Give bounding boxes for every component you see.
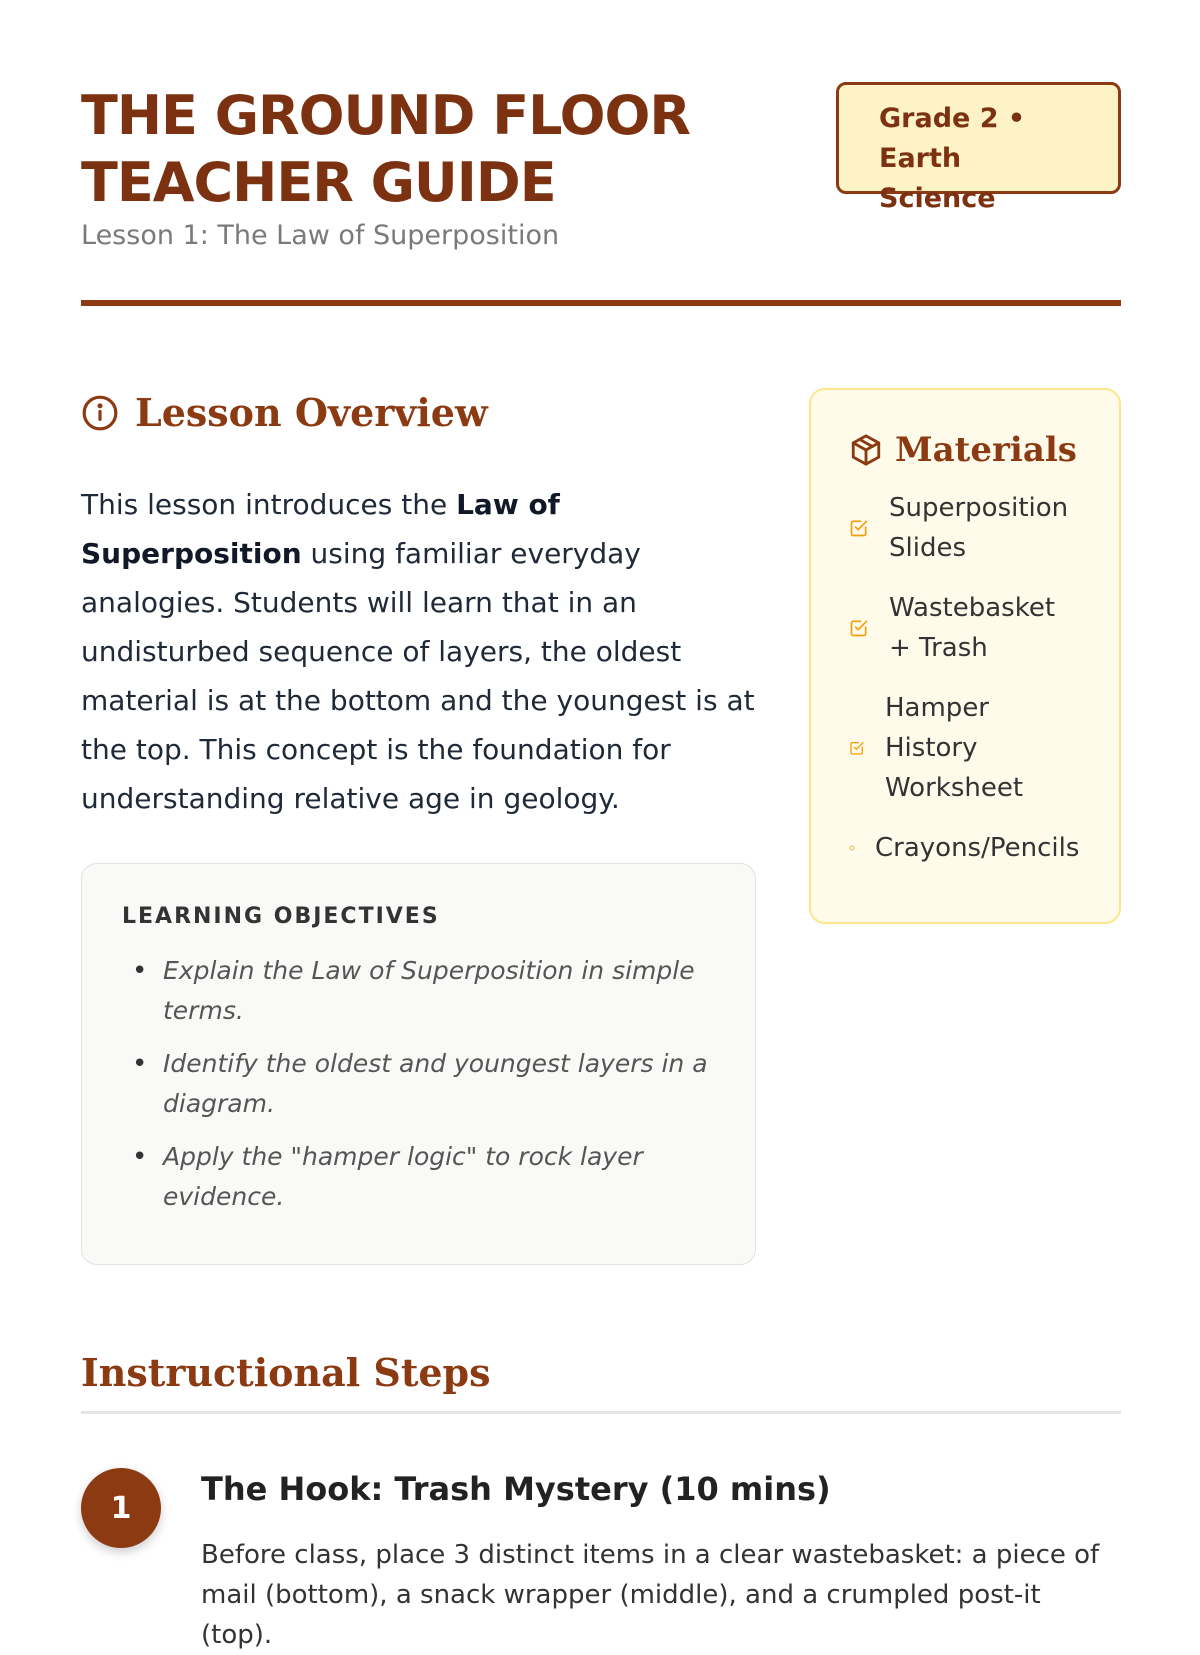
checkbox-icon [849, 845, 855, 851]
material-label: Superposition Slides [889, 493, 1069, 563]
overview-text-end: using familiar everyday analogies. Students will learn that in an undisturbed sequence of layers, the oldest material is at the bottom and the youngest is at the top. This concept is the foundation for understanding relative age in geology. [81, 537, 755, 815]
step-title: The Hook: Trash Mystery (10 mins) [201, 1470, 831, 1508]
material-item [849, 828, 1081, 868]
material-item [849, 588, 1081, 668]
package-icon [849, 433, 883, 467]
objectives-list [122, 951, 715, 1217]
material-label: Hamper History Worksheet [885, 693, 1024, 803]
lesson-subtitle: Lesson 1: The Law of Superposition [81, 220, 560, 251]
step-description: Before class, place 3 distinct items in a clear wastebasket: a piece of mail (bottom), a snack wrapper (middle), and a crumpled post-it (top). [201, 1540, 1100, 1650]
overview-text-start: This lesson introduces the [81, 488, 457, 521]
page-title: THE GROUND FLOOR TEACHER GUIDE [81, 84, 690, 214]
header-divider [81, 300, 1121, 306]
step-number-badge: 1 [81, 1468, 161, 1548]
objective-item: • Apply the "hamper logic" to rock layer evidence. [122, 1137, 715, 1217]
material-label: Crayons/Pencils [875, 833, 1080, 863]
checkbox-icon [849, 618, 869, 638]
overview-heading-label: Lesson Overview [135, 390, 488, 435]
info-icon [81, 394, 119, 432]
steps-divider [81, 1411, 1121, 1414]
page-header [81, 82, 1121, 307]
checkbox-icon [849, 518, 869, 538]
checkbox-icon [849, 740, 865, 756]
material-item [849, 688, 1049, 808]
material-item [849, 488, 1081, 568]
overview-heading [81, 390, 488, 435]
overview-paragraph [81, 480, 761, 823]
objective-item: • Explain the Law of Superposition in simple terms. [122, 951, 715, 1031]
materials-heading-label: Materials [895, 430, 1077, 470]
material-label: Wastebasket + Trash [889, 593, 1056, 663]
overview-key-term: Law of Superposition [81, 488, 560, 570]
objective-item: • Identify the oldest and youngest layers in a diagram. [122, 1044, 715, 1124]
learning-objectives-card [81, 863, 756, 1265]
steps-heading: Instructional Steps [81, 1350, 491, 1395]
materials-heading [849, 430, 1081, 470]
materials-card [809, 388, 1121, 924]
objectives-title: LEARNING OBJECTIVES [122, 904, 440, 929]
materials-list [849, 488, 1081, 868]
grade-badge: Grade 2 • Earth Science [836, 82, 1121, 194]
